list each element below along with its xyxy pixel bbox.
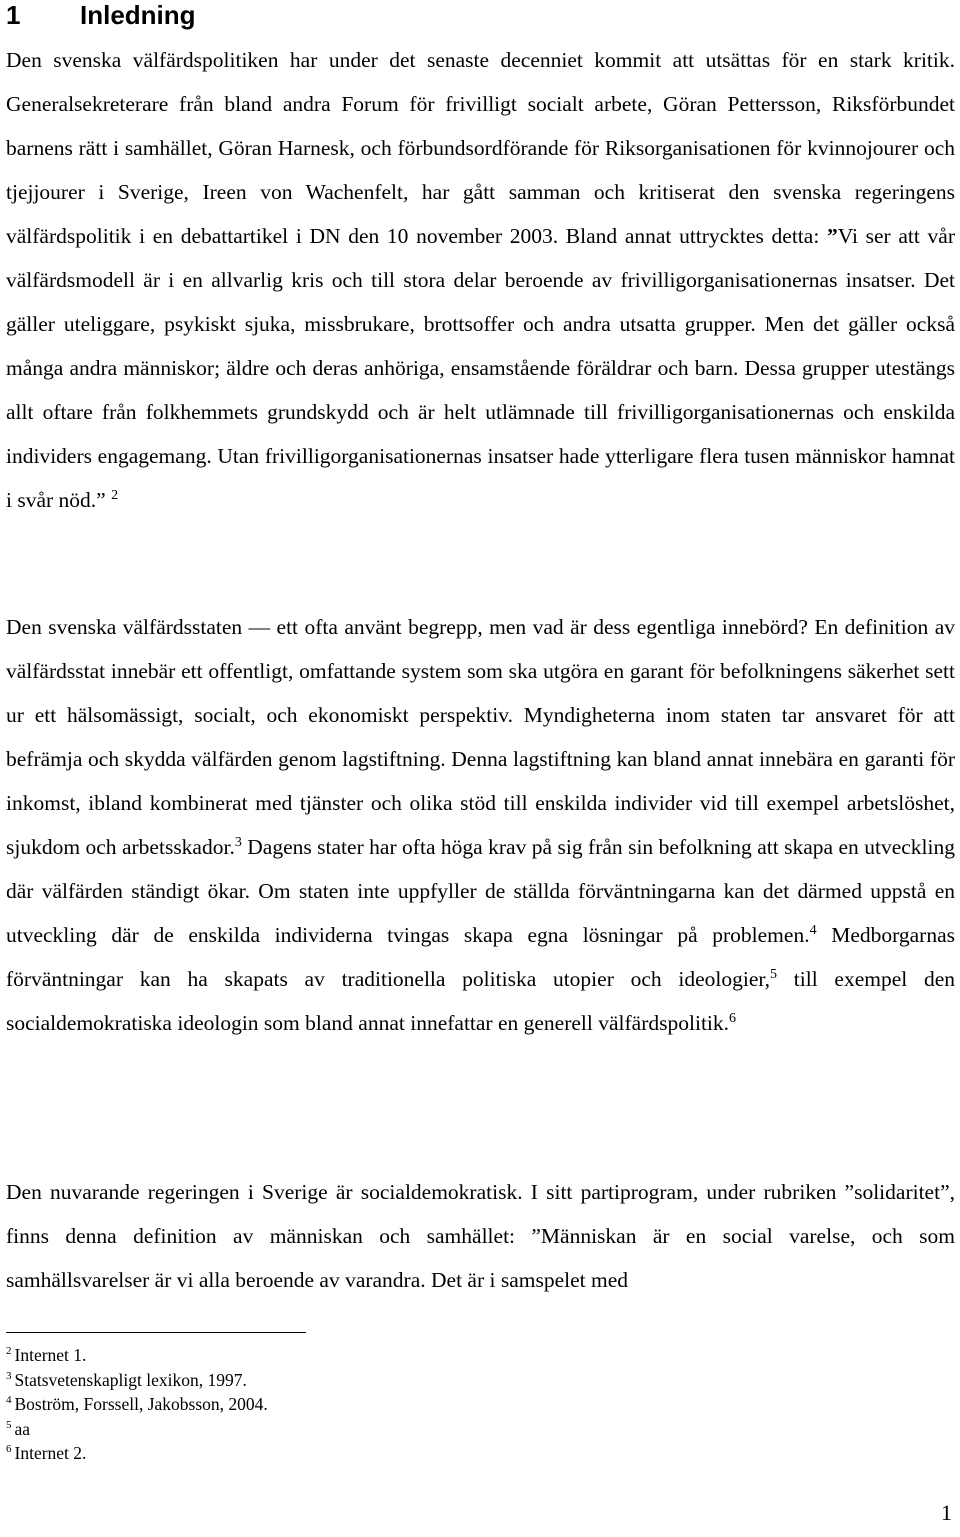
footnote-number: 3 (6, 1369, 12, 1382)
footnote-text: Internet 1. (14, 1345, 87, 1365)
footnote-list (6, 1343, 268, 1466)
section-heading (6, 0, 196, 30)
paragraph-intro-critique (6, 38, 955, 522)
footnote-ref[interactable]: 5 (770, 967, 778, 982)
quote-mark: ” (826, 224, 838, 248)
footnote-text: Statsvetenskapligt lexikon, 1997. (14, 1369, 247, 1390)
paragraph-text: Den svenska välfärdspolitiken har under det senaste decenniet kommit att utsättas för en stark kritik. Generalsekreterare från bland andra Forum för frivilligt socialt arbete, Göran Pettersson, Riksförbundet barnens rätt i samhället, Göran Harnesk, och förbundsordförande för Riksorganisationen för kvinnojourer och tjejjourer i Sverige, Ireen von Wachenfelt, har gått samman och kritiserat den svenska regeringens välfärdspolitik i en debattartikel i DN den 10 november 2003. Bland annat uttrycktes detta: (6, 48, 955, 248)
footnote-text: aa (14, 1418, 31, 1439)
footnote-ref[interactable]: 4 (809, 923, 817, 938)
footnote-number: 2 (6, 1345, 12, 1357)
paragraph-text: Den svenska välfärdsstaten — ett ofta använt begrepp, men vad är dess egentliga innebörd? En definition av välfärdsstat innebär ett offentligt, omfattande system som ska utgöra en garant för befolkningens säkerhet sett ur ett hälsomässigt, socialt, och ekonomiskt perspektiv. Myndigheterna inom staten tar ansvaret för att befrämja och skydda välfärden genom lagstiftning. Denna lagstiftning kan bland annat innebära en garanti för inkomst, ibland kombinerat med tjänster och olika stöd till enskilda individer vid till exempel arbetslöshet, sjukdom och arbetsskador. (6, 615, 955, 859)
paragraph-welfare-state-definition (6, 605, 955, 1045)
paragraph-text: Den nuvarande regeringen i Sverige är socialdemokratisk. I sitt partiprogram, under rubriken ”solidaritet”, finns denna definition av människan och samhället: ”Människan är en social varelse, och som samhällsvarelser är vi alla beroende av varandra. Det är i samspelet med (6, 1180, 955, 1292)
footnote-item (6, 1417, 268, 1442)
paragraph-text: Medborgarnas förväntningar kan ha skapats av traditionella politiska utopier och ideologier, (6, 923, 955, 991)
section-title: Inledning (80, 0, 196, 30)
section-number: 1 (6, 0, 21, 30)
paragraph-government (6, 1170, 955, 1302)
footnote-number: 6 (6, 1443, 12, 1455)
footnote-item (6, 1368, 268, 1393)
footnote-number: 4 (6, 1394, 12, 1406)
footnote-ref[interactable]: 3 (234, 835, 242, 850)
footnote-ref[interactable]: 6 (729, 1011, 737, 1026)
footnote-number: 5 (6, 1418, 12, 1431)
footnote-text: Boström, Forssell, Jakobsson, 2004. (14, 1394, 268, 1414)
paragraph-text: till exempel den socialdemokratiska ideologin som bland annat innefattar en generell välfärdspolitik. (6, 967, 955, 1035)
footnote-text: Internet 2. (14, 1443, 87, 1463)
footnote-separator (6, 1332, 306, 1333)
footnote-item (6, 1343, 268, 1368)
footnote-item (6, 1392, 268, 1417)
quoted-text: Vi ser att vår välfärdsmodell är i en allvarlig kris och till stora delar beroende av frivilligorganisationernas insatser. Det gäller uteliggare, psykiskt sjuka, missbrukare, brottsoffer och andra utsatta grupper. Men det gäller också många andra människor; äldre och deras anhöriga, ensamstående föräldrar och barn. Dessa grupper utestängs allt oftare från folkhemmets grundskydd och är helt utlämnade till frivilligorganisationernas och enskilda individers engagemang. Utan frivilligorganisationernas insatser hade ytterligare flera tusen människor hamnat i svår nöd.” (6, 224, 955, 512)
footnote-item (6, 1441, 268, 1466)
paragraph-text: Dagens stater har ofta höga krav på sig från sin befolkning att skapa en utveckling där välfärden ständigt ökar. Om staten inte uppfyller de ställda förväntningarna kan det därmed uppstå en utveckling där de enskilda individerna tvingas skapa egna lösningar på problemen. (6, 835, 955, 947)
footnote-ref[interactable]: 2 (111, 488, 119, 503)
page-number: 1 (941, 1500, 952, 1525)
